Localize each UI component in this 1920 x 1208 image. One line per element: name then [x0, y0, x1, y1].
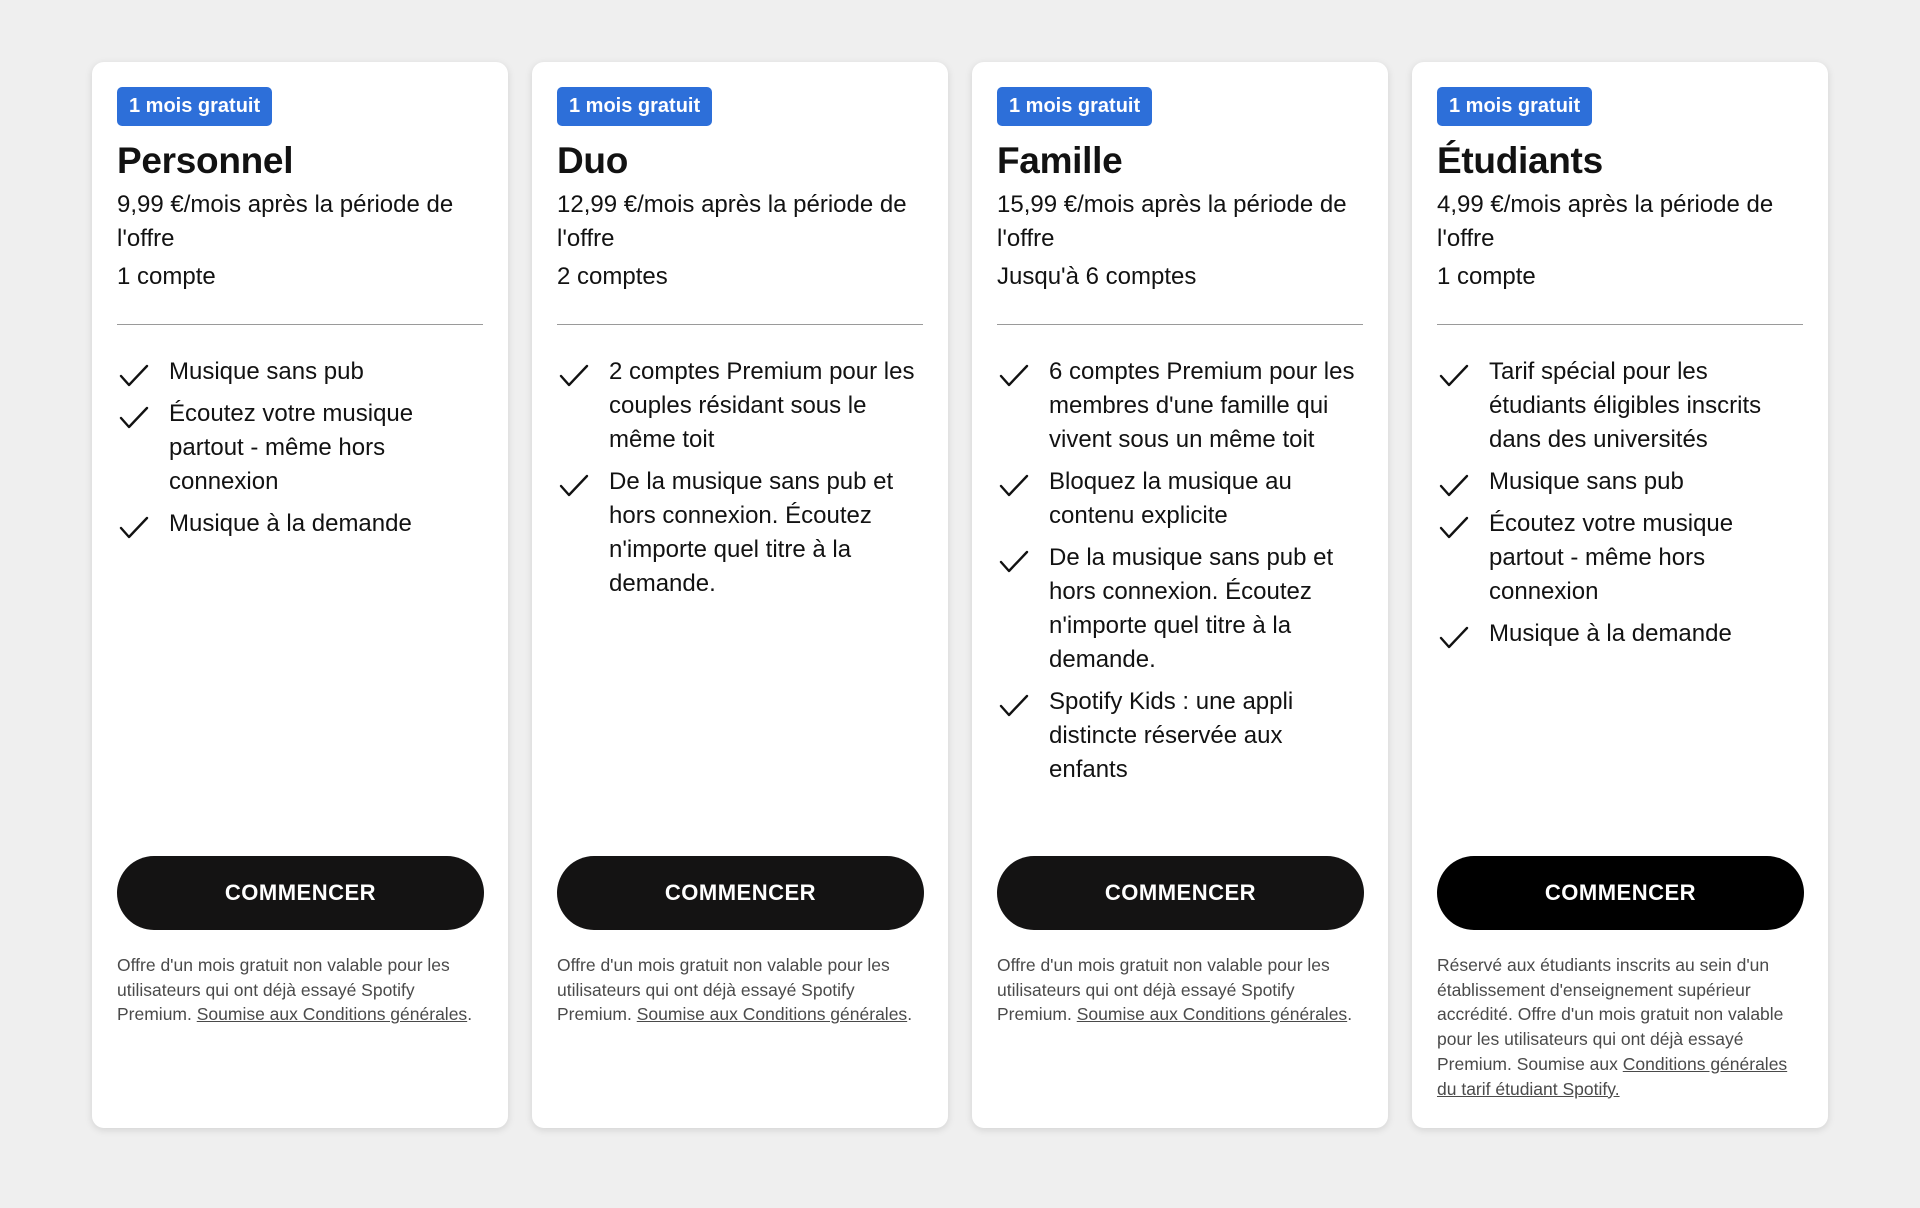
feature-text: Bloquez la musique au contenu explicite [1049, 468, 1292, 529]
checkmark-icon [117, 507, 169, 541]
feature-list [117, 355, 485, 549]
checkmark-icon [117, 355, 169, 389]
plan-name: Étudiants [1437, 140, 1603, 181]
checkmark-icon [1437, 507, 1489, 541]
feature-item [997, 355, 1365, 457]
feature-text: 2 comptes Premium pour les couples résidant sous le même toit [609, 358, 915, 453]
feature-list [997, 355, 1365, 795]
terms-link[interactable]: Soumise aux Conditions générales [636, 1004, 908, 1025]
free-trial-badge: 1 mois gratuit [1437, 87, 1592, 126]
feature-text: Musique sans pub [1489, 468, 1684, 495]
feature-item [997, 541, 1365, 677]
feature-list [557, 355, 925, 609]
feature-text: Musique à la demande [1489, 620, 1732, 647]
fine-print [117, 953, 489, 1027]
fine-print-end: . [907, 1004, 913, 1025]
divider [997, 324, 1363, 325]
feature-list [1437, 355, 1805, 659]
terms-link[interactable]: Soumise aux Conditions générales [196, 1004, 468, 1025]
plan-card-famille [972, 62, 1388, 1128]
fine-print-text: Offre d'un mois gratuit non valable pour les utilisateurs qui ont déjà essayé Spotify Premium. [557, 955, 890, 1025]
feature-item [1437, 507, 1805, 609]
feature-text: Écoutez votre musique partout - même hors connexion [169, 400, 414, 495]
divider [1437, 324, 1803, 325]
checkmark-icon [1437, 617, 1489, 651]
plan-price: 4,99 €/mois après la période de l'offre [1437, 191, 1774, 252]
feature-item [557, 465, 925, 601]
free-trial-badge: 1 mois gratuit [117, 87, 272, 126]
commencer-button[interactable]: COMMENCER [1437, 856, 1804, 930]
fine-print [557, 953, 929, 1027]
checkmark-icon [1437, 355, 1489, 389]
plan-card-etudiants [1412, 62, 1828, 1128]
plan-cards [92, 62, 1828, 1128]
checkmark-icon [997, 355, 1049, 389]
plan-accounts: 2 comptes [557, 263, 668, 290]
commencer-button[interactable]: COMMENCER [557, 856, 924, 930]
plan-accounts: Jusqu'à 6 comptes [997, 263, 1197, 290]
plan-price: 15,99 €/mois après la période de l'offre [997, 191, 1347, 252]
fine-print [997, 953, 1369, 1027]
feature-item [997, 685, 1365, 787]
plan-card-duo [532, 62, 948, 1128]
fine-print-end: . [1347, 1004, 1353, 1025]
plan-name: Duo [557, 140, 629, 181]
feature-text: Spotify Kids : une appli distincte réservée aux enfants [1049, 688, 1294, 783]
plan-accounts: 1 compte [117, 263, 216, 290]
feature-item [997, 465, 1365, 533]
fine-print-end: . [467, 1004, 473, 1025]
plan-card-personnel [92, 62, 508, 1128]
checkmark-icon [997, 465, 1049, 499]
feature-item [557, 355, 925, 457]
plan-name: Personnel [117, 140, 294, 181]
feature-text: Tarif spécial pour les étudiants éligibles inscrits dans des universités [1489, 358, 1762, 453]
feature-item [117, 507, 485, 541]
divider [117, 324, 483, 325]
free-trial-badge: 1 mois gratuit [997, 87, 1152, 126]
free-trial-badge: 1 mois gratuit [557, 87, 712, 126]
feature-text: 6 comptes Premium pour les membres d'une famille qui vivent sous un même toit [1049, 358, 1355, 453]
fine-print-text: Réservé aux étudiants inscrits au sein d'un établissement d'enseignement supérieur accrédité. Offre d'un mois gratuit non valable pour les utilisateurs qui ont déjà essayé Premium. Soumise aux [1437, 955, 1784, 1074]
checkmark-icon [997, 685, 1049, 719]
commencer-button[interactable]: COMMENCER [117, 856, 484, 930]
plan-price: 12,99 €/mois après la période de l'offre [557, 191, 907, 252]
terms-link[interactable]: Soumise aux Conditions générales [1076, 1004, 1348, 1025]
divider [557, 324, 923, 325]
plan-price: 9,99 €/mois après la période de l'offre [117, 191, 454, 252]
plan-accounts: 1 compte [1437, 263, 1536, 290]
feature-item [1437, 617, 1805, 651]
fine-print-text: Offre d'un mois gratuit non valable pour les utilisateurs qui ont déjà essayé Spotify Premium. [117, 955, 450, 1025]
checkmark-icon [557, 355, 609, 389]
fine-print [1437, 953, 1809, 1101]
checkmark-icon [117, 397, 169, 431]
feature-text: De la musique sans pub et hors connexion. Écoutez n'importe quel titre à la demande. [609, 468, 894, 597]
checkmark-icon [557, 465, 609, 499]
feature-item [1437, 465, 1805, 499]
feature-item [1437, 355, 1805, 457]
fine-print-text: Offre d'un mois gratuit non valable pour les utilisateurs qui ont déjà essayé Spotify Premium. [997, 955, 1330, 1025]
feature-item [117, 397, 485, 499]
feature-text: Musique à la demande [169, 510, 412, 537]
terms-link[interactable]: Conditions générales du tarif étudiant Spotify. [1437, 1053, 1788, 1099]
checkmark-icon [1437, 465, 1489, 499]
commencer-button[interactable]: COMMENCER [997, 856, 1364, 930]
plan-name: Famille [997, 140, 1123, 181]
feature-item [117, 355, 485, 389]
feature-text: Musique sans pub [169, 358, 364, 385]
checkmark-icon [997, 541, 1049, 575]
feature-text: De la musique sans pub et hors connexion. Écoutez n'importe quel titre à la demande. [1049, 544, 1334, 673]
feature-text: Écoutez votre musique partout - même hors connexion [1489, 510, 1734, 605]
